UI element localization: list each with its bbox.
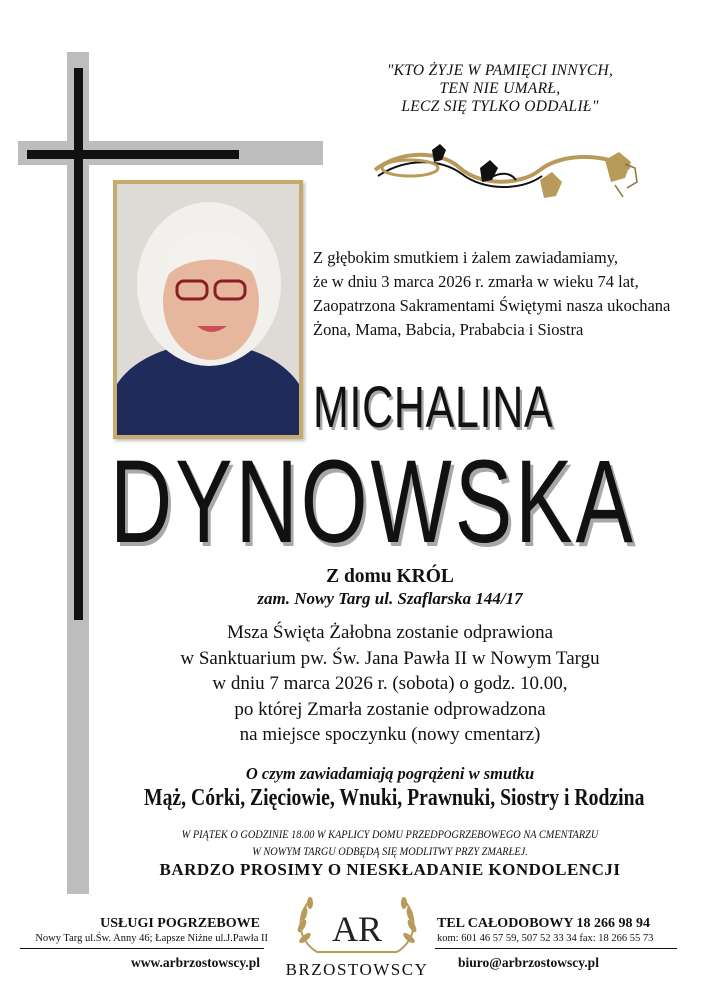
website-link[interactable]: www.arbrzostowscy.pl <box>131 955 260 970</box>
condolence-request: BARDZO PROSIMY O NIESKŁADANIE KONDOLENCJI <box>159 860 621 879</box>
mourners-intro: O czym zawiadamiają pogrążeni w smutku <box>245 764 535 783</box>
funeral-mass-details <box>90 620 690 748</box>
services-address: Nowy Targ ul.Św. Anny 46; Łapsze Niżne ul.J.Pawła II <box>35 933 268 944</box>
quote-line-3: LECZ SIĘ TYLKO ODDALIŁ" <box>401 98 599 115</box>
logo-name: BRZOSTOWSCY <box>285 960 429 979</box>
quote-line-1: "KTO ŻYJE W PAMIĘCI INNYCH, <box>386 62 614 79</box>
mass-line-1: Msza Święta Żałobna zostanie odprawiona <box>226 622 554 643</box>
intro-line-1: Z głębokim smutkiem i żalem zawiadamiamy, <box>313 248 619 267</box>
memorial-quote <box>330 62 670 116</box>
vigil-notice <box>132 826 648 860</box>
mass-line-4: po której Zmarła zostanie odprowadzona <box>234 698 546 720</box>
vigil-line-2: W NOWYM TARGU ODBĘDĄ SIĘ MODLITWY PRZY ZMARŁEJ. <box>252 844 528 858</box>
last-name: DYNOWSKA <box>110 436 636 568</box>
cross-icon-horizontal <box>27 150 239 159</box>
footer-divider-right <box>435 948 677 949</box>
mass-line-5: na miejsce spoczynku (nowy cmentarz) <box>239 724 541 745</box>
portrait-photo <box>117 184 299 435</box>
intro-line-4: Żona, Mama, Babcia, Prababcia i Siostra <box>313 320 584 339</box>
intro-line-3: Zaopatrzona Sakramentami Świętymi nasza ukochana <box>313 296 671 315</box>
announcement-intro <box>313 246 703 342</box>
residence-address: zam. Nowy Targ ul. Szaflarska 144/17 <box>257 589 523 608</box>
services-title: USŁUGI POGRZEBOWE <box>100 916 260 931</box>
mass-line-3: w dniu 7 marca 2026 r. (sobota) o godz. 10.00, <box>212 673 568 694</box>
intro-line-2: że w dniu 3 marca 2026 r. zmarła w wieku 74 lat, <box>313 272 639 291</box>
first-name: MICHALINA <box>313 375 554 440</box>
email-link[interactable]: biuro@arbrzostowscy.pl <box>458 955 599 970</box>
logo-initials: AR <box>331 909 382 949</box>
funeral-home-logo <box>277 890 437 990</box>
footer-divider-left <box>20 948 264 949</box>
maiden-name: Z domu KRÓL <box>326 566 454 587</box>
phone-number: TEL CAŁODOBOWY 18 266 98 94 <box>437 916 651 931</box>
mobile-fax-numbers: kom: 601 46 57 59, 507 52 33 34 fax: 18 266 55 73 <box>437 933 654 944</box>
quote-line-2: TEN NIE UMARŁ, <box>439 80 561 97</box>
vine-ornament-icon <box>370 140 675 210</box>
mass-line-2: w Sanktuarium pw. Św. Jana Pawła II w Nowym Targu <box>180 647 600 669</box>
vigil-line-1: W PIĄTEK O GODZINIE 18.00 W KAPLICY DOMU PRZEDPOGRZEBOWEGO NA CMENTARZU <box>181 827 599 841</box>
mourners-family: Mąż, Córki, Zięciowie, Wnuki, Prawnuki, Siostry i Rodzina <box>144 785 645 811</box>
